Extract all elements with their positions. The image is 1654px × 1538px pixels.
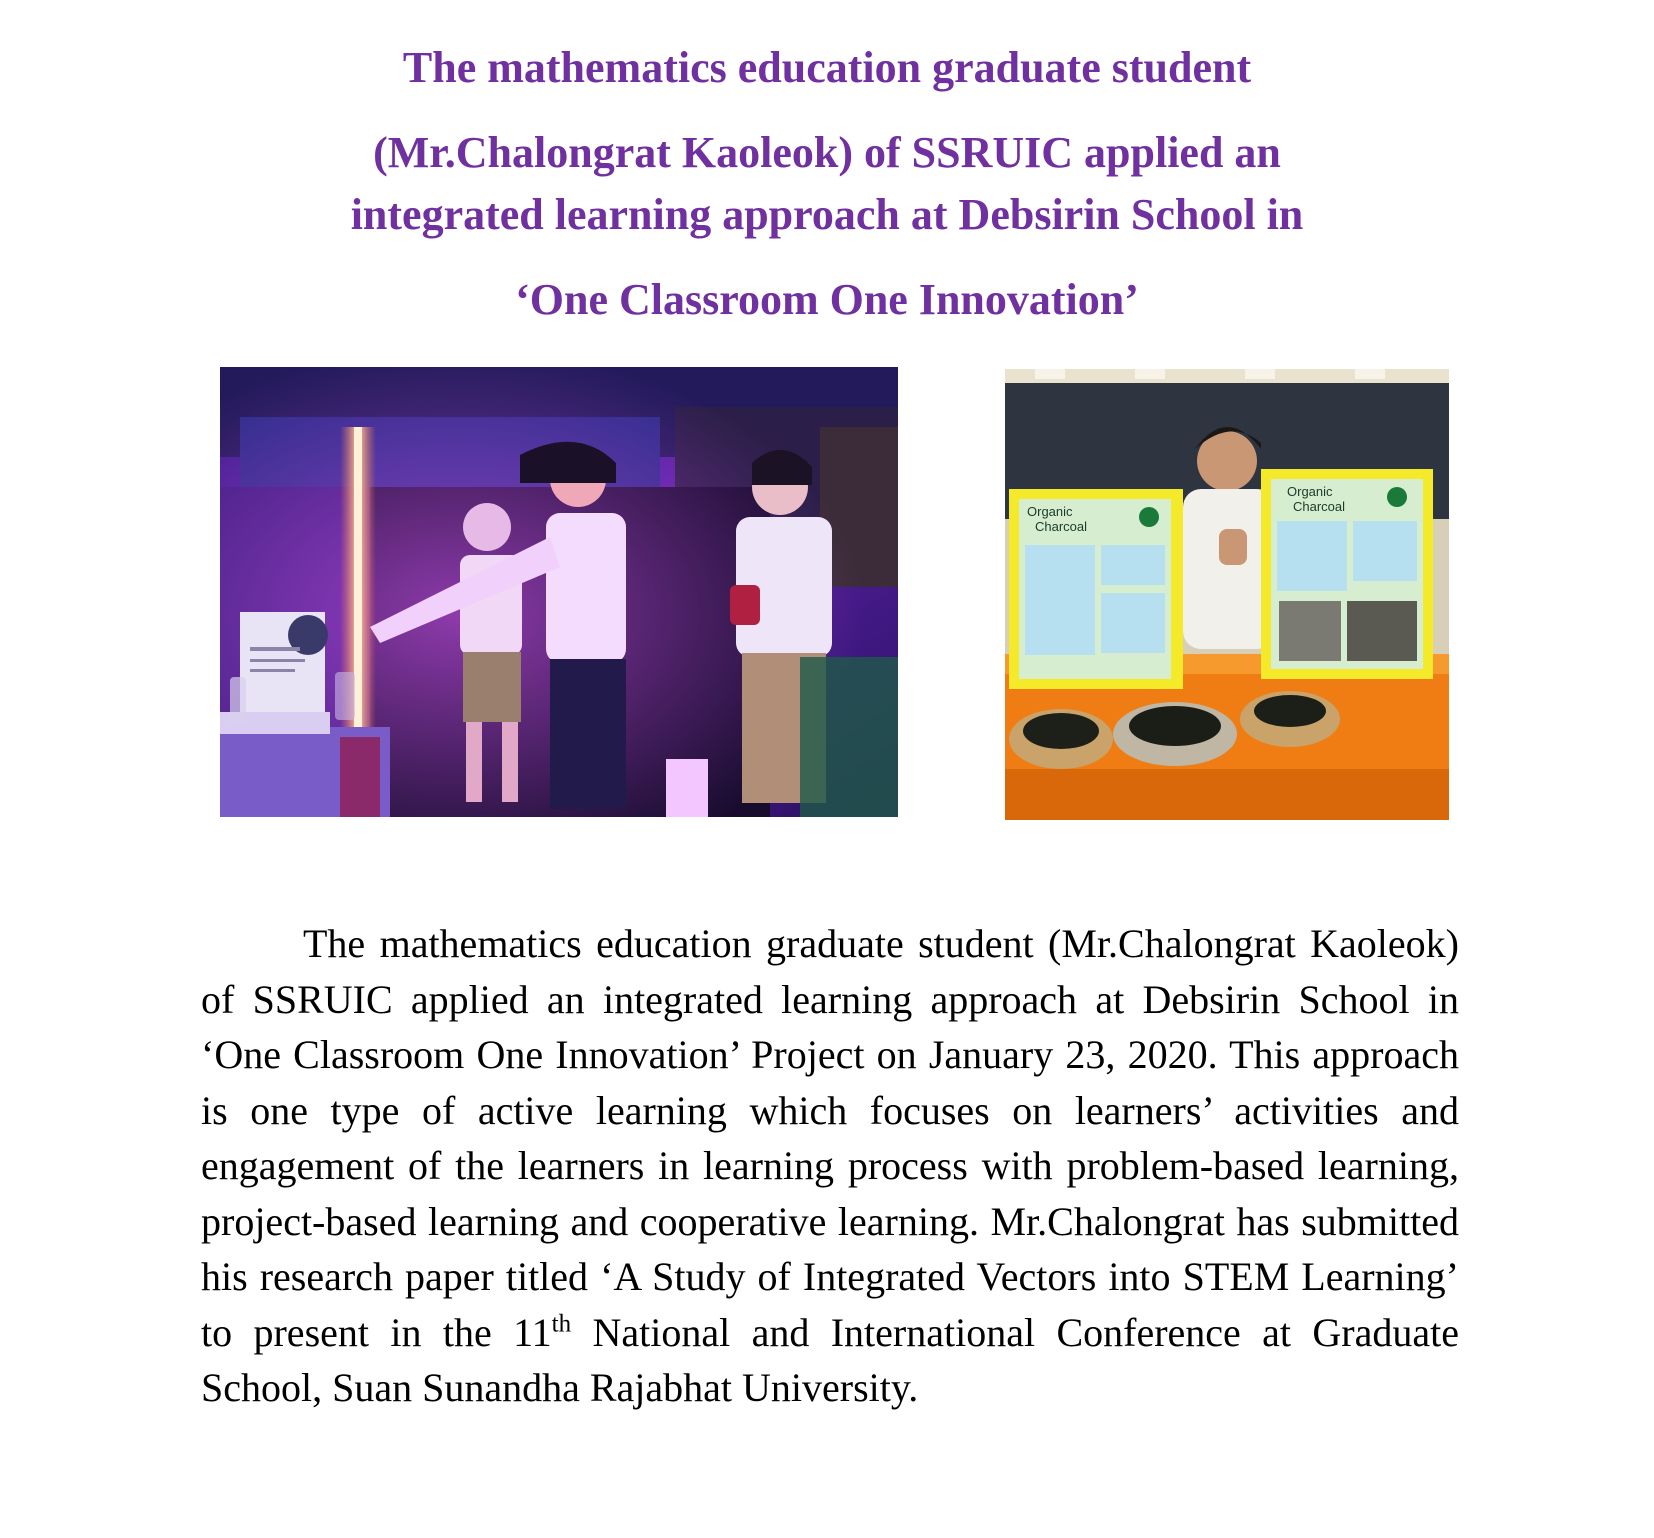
article-body bbox=[201, 916, 1459, 1416]
poster-left-title-2: Charcoal bbox=[1035, 519, 1088, 534]
poster-right-title-1: Organic bbox=[1287, 484, 1333, 499]
headline-line-1: The mathematics education graduate student bbox=[402, 43, 1252, 92]
headline-line-4: ‘One Classroom One Innovation’ bbox=[515, 275, 1139, 324]
poster-left-title-1: Organic bbox=[1027, 504, 1073, 519]
photo-exhibition-booth bbox=[220, 367, 898, 817]
headline-line-2: (Mr.Chalongrat Kaoleok) of SSRUIC applied an bbox=[373, 128, 1281, 177]
poster-right-title-2: Charcoal bbox=[1293, 499, 1346, 514]
ordinal-suffix: th bbox=[551, 1310, 572, 1338]
article-body-part-1: The mathematics education graduate student (Mr.Chalongrat Kaoleok) of SSRUIC applied an integrated learning approach at Debsirin School in ‘One Classroom One Innovation’ Project on January 23, 2020. This approach is one type of active learning which focuses on learners’ activities and engagement of the learners in learning process with problem-based learning, project-based learning and cooperative learning. Mr.Chalongrat has submitted his research paper titled ‘A Study of Integrated Vectors into STEM Learning’ to present in the 11 bbox=[201, 921, 1459, 1355]
photo-organic-charcoal bbox=[1005, 369, 1449, 820]
headline-line-3: integrated learning approach at Debsirin School in bbox=[350, 190, 1304, 239]
article-body-part-2: National and International Conference at Graduate School, Suan Sunandha Rajabhat University. bbox=[201, 1309, 1459, 1410]
